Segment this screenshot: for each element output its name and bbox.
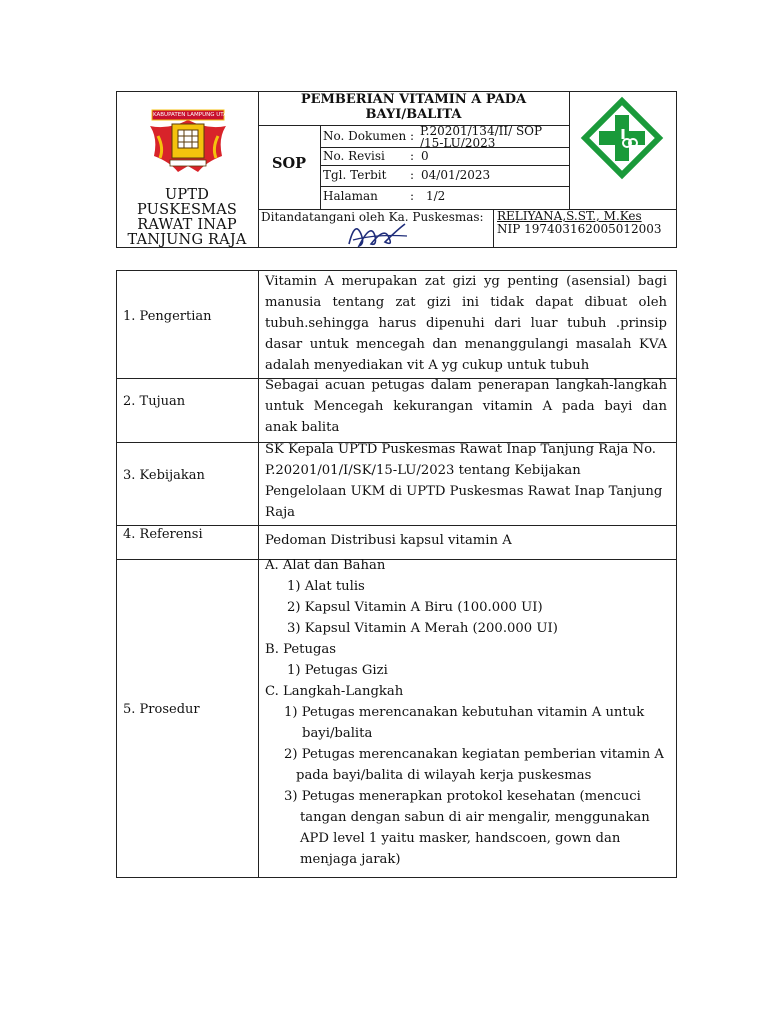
field-revisi-label: No. Revisi [323, 149, 385, 163]
text-line: Pengelolaan UKM di UPTD Puskesmas Rawat Inap Tanjung [265, 484, 663, 499]
prosedur-heading: B. Petugas [265, 642, 337, 657]
divider [320, 125, 321, 209]
sop-label: SOP [271, 155, 306, 172]
org-line: RAWAT INAP [137, 217, 237, 233]
dokumen-value-line: /15-LU/2023 [420, 136, 496, 150]
text-line: Sebagai acuan petugas dalam penerapan langkah-langkah [265, 378, 667, 393]
divider [493, 209, 494, 248]
prosedur-heading: C. Langkah-Langkah [265, 684, 404, 699]
divider [320, 186, 569, 187]
prosedur-item: 2) Kapsul Vitamin A Biru (100.000 UI) [287, 600, 543, 615]
divider [116, 525, 677, 526]
field-revisi-value: 0 [421, 149, 429, 163]
dokumen-value-line: P.20201/134/II/ SOP [420, 124, 543, 138]
prosedur-item: 2) Petugas merencanakan kegiatan pemberian vitamin A [284, 747, 664, 762]
tujuan-text [265, 375, 667, 438]
org-line: TANJUNG RAJA [127, 232, 247, 248]
prosedur-item: 1) Petugas merencanakan kebutuhan vitamin A untuk [284, 705, 645, 720]
kebijakan-label: 3. Kebijakan [123, 468, 205, 483]
field-revisi-sep: : [410, 149, 415, 163]
org-name [116, 188, 258, 248]
prosedur-item-cont: pada bayi/balita di wilayah kerja puskesmas [296, 768, 592, 783]
tujuan-label: 2. Tujuan [123, 394, 186, 409]
field-halaman-label: Halaman [323, 189, 378, 203]
signed-by-label: Ditandatangani oleh Ka. Puskesmas: [261, 210, 484, 224]
prosedur-item-cont: bayi/balita [302, 726, 373, 741]
org-line: UPTD PUSKESMAS [136, 187, 238, 218]
field-dokumen-value [420, 125, 542, 149]
puskesmas-logo [583, 99, 661, 177]
divider [320, 165, 569, 166]
title-line: PEMBERIAN VITAMIN A PADA [300, 92, 527, 107]
title-line: BAYI/BALITA [365, 106, 462, 122]
logo-text: KABUPATEN LAMPUNG UTARA [153, 112, 235, 118]
sop-title [258, 93, 569, 122]
divider [569, 91, 570, 209]
text-line: Raja [265, 505, 296, 520]
field-dokumen-label: No. Dokumen : [323, 129, 415, 143]
signer-name: RELIYANA,S.ST., M.Kes [497, 209, 642, 223]
pengertian-text [265, 271, 667, 376]
text-line: dasar untuk mencegah dan menanggulangi masalah KVA [265, 337, 667, 352]
field-terbit-value: 04/01/2023 [421, 168, 491, 182]
field-halaman-value: 1/2 [426, 189, 446, 203]
prosedur-item: 3) Kapsul Vitamin A Merah (200.000 UI) [287, 621, 558, 636]
text-line: tubuh.sehingga harus dipenuhi dari luar tubuh .prinsip [265, 316, 667, 331]
prosedur-item: 1) Petugas Gizi [287, 663, 388, 678]
text-line: Vitamin A merupakan zat gizi yg penting (asensial) bagi [265, 274, 667, 289]
field-terbit-label: Tgl. Terbit [323, 168, 387, 182]
regency-logo [148, 108, 235, 174]
text-line: SK Kepala UPTD Puskesmas Rawat Inap Tanjung Raja No. [265, 442, 656, 457]
prosedur-item: 3) Petugas menerapkan protokol kesehatan (mencuci [284, 789, 641, 804]
signer-nip: NIP 197403162005012003 [497, 222, 662, 236]
pengertian-label: 1. Pengertian [123, 309, 212, 324]
prosedur-heading: A. Alat dan Bahan [265, 558, 386, 573]
text-line: P.20201/01/I/SK/15-LU/2023 tentang Kebijakan [265, 463, 581, 478]
field-terbit-sep: : [410, 168, 415, 182]
prosedur-item-cont: menjaga jarak) [300, 852, 401, 867]
prosedur-item-cont: APD level 1 yaitu masker, handscoen, gown dan [300, 831, 621, 846]
referensi-label: 4. Referensi [123, 527, 203, 542]
prosedur-text [265, 555, 675, 870]
signature [345, 216, 415, 250]
text-line: manusia tentang zat gizi ini tidak dapat dibuat oleh [265, 295, 667, 310]
prosedur-label: 5. Prosedur [123, 702, 200, 717]
kebijakan-text [265, 439, 675, 523]
divider [258, 270, 259, 878]
referensi-text: Pedoman Distribusi kapsul vitamin A [265, 533, 512, 548]
field-halaman-sep: : [410, 189, 415, 203]
text-line: untuk Mencegah kekurangan vitamin A pada bayi dan [265, 399, 667, 414]
prosedur-item-cont: tangan dengan sabun di air mengalir, menggunakan [300, 810, 650, 825]
prosedur-item: 1) Alat tulis [287, 579, 365, 594]
text-line: anak balita [265, 420, 340, 435]
text-line: adalah menyediakan vit A yg cukup untuk tubuh [265, 358, 590, 373]
